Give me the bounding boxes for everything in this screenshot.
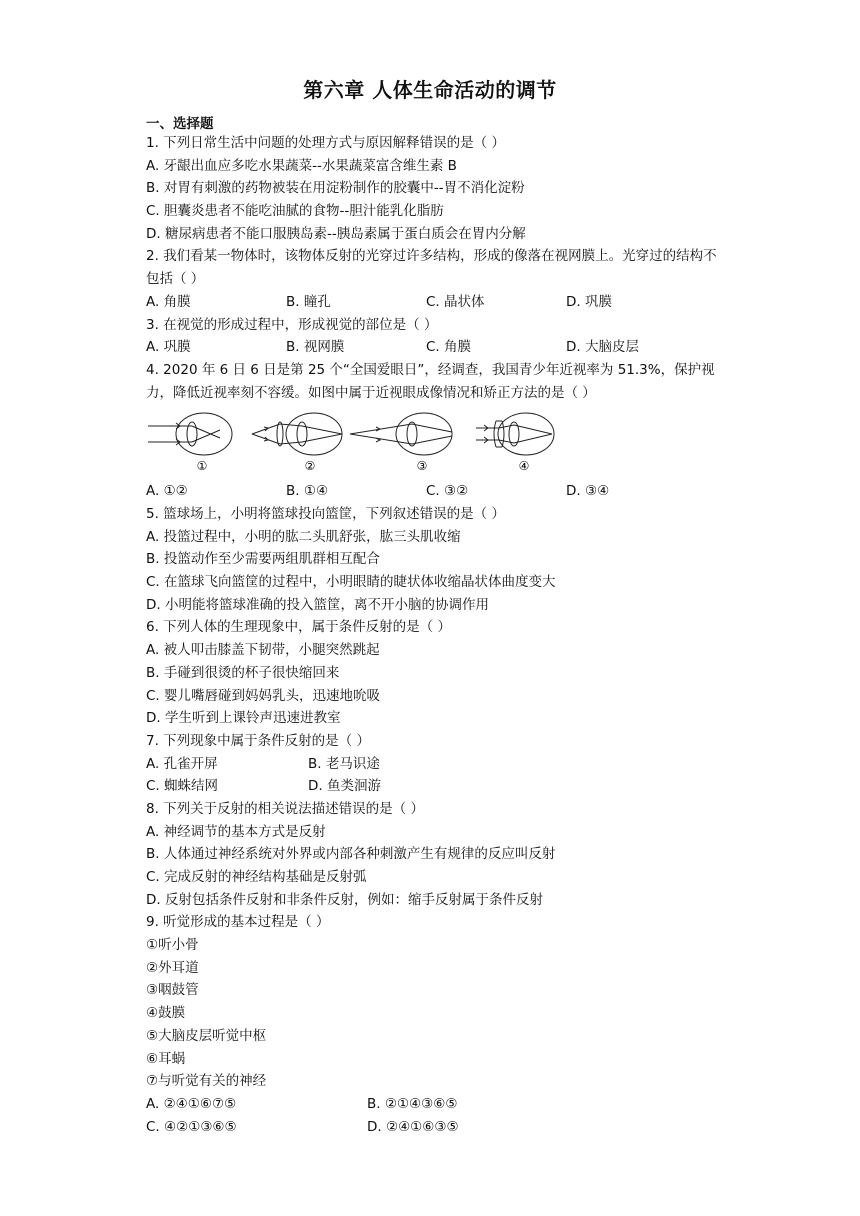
question-5-option-b: B. 投篮动作至少需要两组肌群相互配合 xyxy=(146,551,380,568)
question-5-option-c: C. 在篮球飞向篮筐的过程中，小明眼睛的睫状体收缩晶状体曲度变大 xyxy=(146,574,556,591)
question-1-stem: 1. 下列日常生活中问题的处理方式与原因解释错误的是（ ） xyxy=(146,135,505,151)
question-9-item-4: ④鼓膜 xyxy=(146,1005,186,1022)
question-9-option-a: A. ②④①⑥⑦⑤ xyxy=(146,1095,237,1112)
question-9-options-row-2 xyxy=(146,1116,726,1139)
question-7-option-d: D. 鱼类洄游 xyxy=(308,778,381,795)
question-8-stem: 8. 下列关于反射的相关说法描述错误的是（ ） xyxy=(146,800,424,817)
eye-diagram-1 xyxy=(148,413,232,455)
question-4-stem: 4. 2020 年 6 日 6 日是第 25 个“全国爱眼日”，经调查，我国青少年近视率为 51.3%，保护视力，降低近视率刻不容缓。如图中属于近视眼成像情况和矫正方法的是（ ） xyxy=(146,361,715,401)
eye-diagram-figure xyxy=(146,408,726,478)
question-4-option-b: B. ①④ xyxy=(286,483,329,500)
question-1-option-b: B. 对胃有刺激的药物被装在用淀粉制作的胶囊中--胃不消化淀粉 xyxy=(146,180,525,197)
question-9-option-c: C. ④②①③⑥⑤ xyxy=(146,1118,237,1135)
question-5-option-d: D. 小明能将篮球准确的投入篮筐，离不开小脑的协调作用 xyxy=(146,596,489,613)
question-7-options-row-1 xyxy=(146,753,726,776)
question-1-option-d: D. 糖尿病患者不能口服胰岛素--胰岛素属于蛋白质会在胃内分解 xyxy=(146,225,526,242)
question-9-item-6: ⑥耳蜗 xyxy=(146,1050,186,1067)
question-2-option-c: C. 晶状体 xyxy=(426,293,485,310)
question-8-option-d: D. 反射包括条件反射和非条件反射，例如：缩手反射属于条件反射 xyxy=(146,891,543,908)
eye-diagram-3 xyxy=(350,413,452,455)
question-3-option-b: B. 视网膜 xyxy=(286,339,345,356)
question-7-option-a: A. 孔雀开屏 xyxy=(146,755,218,772)
question-3-option-d: D. 大脑皮层 xyxy=(566,339,639,356)
question-9-item-7: ⑦与听觉有关的神经 xyxy=(146,1073,267,1090)
section-heading: 一、选择题 xyxy=(146,116,214,132)
question-3-option-a: A. 巩膜 xyxy=(146,339,191,356)
question-8-option-c: C. 完成反射的神经结构基础是反射弧 xyxy=(146,869,367,885)
question-2-option-b: B. 瞳孔 xyxy=(286,293,331,310)
question-9-item-2: ②外耳道 xyxy=(146,959,199,976)
eye-diagram-label-1: ① xyxy=(196,459,208,474)
question-6-option-a: A. 被人叩击膝盖下韧带，小腿突然跳起 xyxy=(146,642,380,659)
question-1-option-c: C. 胆囊炎患者不能吃油腻的食物--胆汁能乳化脂肪 xyxy=(146,203,444,220)
eye-diagram-label-2: ② xyxy=(304,459,316,474)
question-list xyxy=(146,132,726,1138)
question-6-option-d: D. 学生听到上课铃声迅速进教室 xyxy=(146,710,341,727)
question-2-stem: 2. 我们看某一物体时，该物体反射的光穿过许多结构，形成的像落在视网膜上。光穿过的结构不包括（ ） xyxy=(146,248,717,288)
question-2-option-a: A. 角膜 xyxy=(146,293,191,310)
question-6-option-b: B. 手碰到很烫的杯子很快缩回来 xyxy=(146,664,340,681)
question-2-option-d: D. 巩膜 xyxy=(566,293,612,310)
question-3-stem: 3. 在视觉的形成过程中，形成视觉的部位是（ ） xyxy=(146,316,438,333)
question-3-options xyxy=(146,336,726,359)
page-title: 第六章 人体生命活动的调节 xyxy=(303,78,557,102)
question-4-option-c: C. ③② xyxy=(426,483,469,500)
question-7-stem: 7. 下列现象中属于条件反射的是（ ） xyxy=(146,732,370,749)
question-8-option-a: A. 神经调节的基本方式是反射 xyxy=(146,823,326,840)
question-5-option-a: A. 投篮过程中，小明的肱二头肌舒张，肱三头肌收缩 xyxy=(146,528,461,545)
eye-diagrams xyxy=(146,408,566,478)
question-1-option-a: A. 牙龈出血应多吃水果蔬菜--水果蔬菜富含维生素 B xyxy=(146,157,457,174)
question-3-option-c: C. 角膜 xyxy=(426,339,472,356)
question-9-item-5: ⑤大脑皮层听觉中枢 xyxy=(146,1027,267,1044)
question-7-option-b: B. 老马识途 xyxy=(308,755,380,772)
question-9-options-row-1 xyxy=(146,1093,726,1116)
question-7-options-row-2 xyxy=(146,775,726,798)
eye-diagram-2 xyxy=(252,413,342,455)
question-9-item-3: ③咽鼓管 xyxy=(146,982,199,999)
question-7-option-c: C. 蜘蛛结网 xyxy=(146,778,219,795)
question-9-option-b: B. ②①④③⑥⑤ xyxy=(367,1095,458,1112)
question-4-option-a: A. ①② xyxy=(146,483,188,500)
question-6-stem: 6. 下列人体的生理现象中，属于条件反射的是（ ） xyxy=(146,619,451,636)
question-8-option-b: B. 人体通过神经系统对外界或内部各种刺激产生有规律的反应叫反射 xyxy=(146,846,556,863)
question-5-stem: 5. 篮球场上，小明将篮球投向篮筐，下列叙述错误的是（ ） xyxy=(146,506,505,522)
question-6-option-c: C. 婴儿嘴唇碰到妈妈乳头，迅速地吮吸 xyxy=(146,687,381,704)
question-9-stem: 9. 听觉形成的基本过程是（ ） xyxy=(146,914,330,931)
eye-diagram-label-4: ④ xyxy=(518,459,530,474)
question-9-option-d: D. ②④①⑥③⑤ xyxy=(367,1118,459,1135)
eye-diagram-label-3: ③ xyxy=(416,459,428,474)
question-4-option-d: D. ③④ xyxy=(566,483,610,500)
question-2-options xyxy=(146,291,726,314)
eye-diagram-4 xyxy=(476,413,554,455)
question-4-options xyxy=(146,480,726,503)
question-9-item-1: ①听小骨 xyxy=(146,937,199,954)
